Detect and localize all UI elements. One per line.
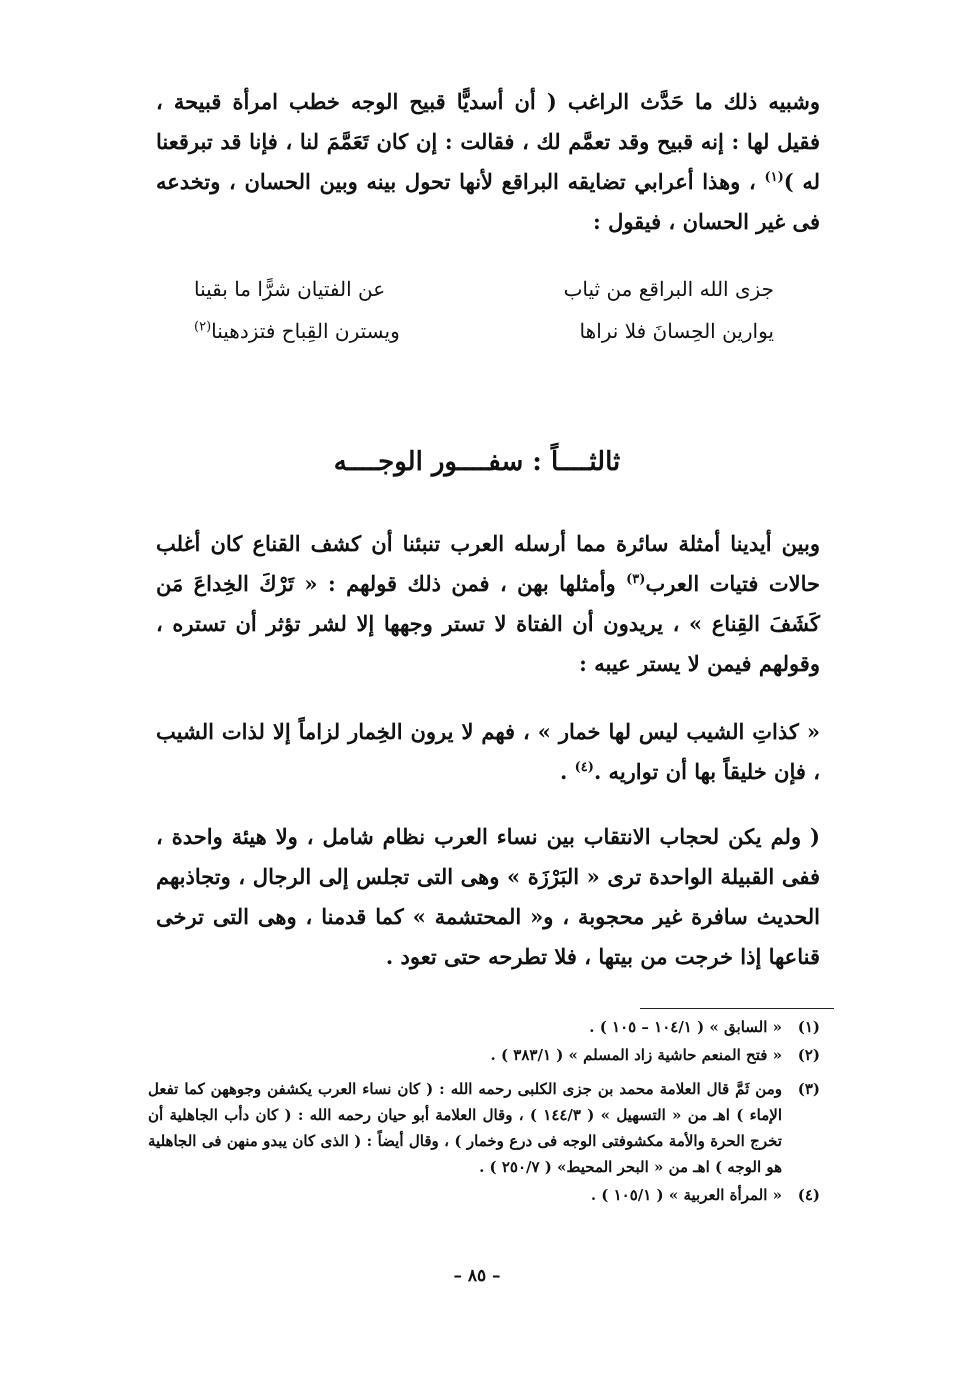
footnote-marker-3: (٣)	[626, 572, 646, 587]
footnote-4-number: (٤)	[797, 1186, 820, 1204]
poem-verse-2	[194, 310, 774, 352]
footnote-1-text: « السابق » ( ١٠٤/١ – ١٠٥ ) .	[589, 1018, 782, 1036]
footnote-1	[148, 1014, 820, 1040]
verse-1-first-hemistich: جزى الله البراقع من ثياب	[563, 277, 774, 301]
paragraph-2-text-a: وبين أيدينا أمثلة سائرة مما أرسله العرب تنبئنا أن كشف القناع كان أغلب حالات فتيات العرب	[156, 531, 821, 596]
verse-1-second-hemistich: عن الفتيان شرًّا ما بقينا	[194, 277, 386, 301]
footnote-3-number: (٣)	[797, 1080, 820, 1098]
verse-2-second-hemistich: ويسترن القِباح فتزدهينا	[211, 319, 400, 343]
paragraph-1	[156, 82, 820, 242]
footnote-marker-4: (٤)	[574, 760, 594, 775]
paragraph-2-text-b: وأمثلها بهن ، فمن ذلك قولهم : « تَرْكَ الخِداعَ مَن كَشَفَ القِناع » ، يريدون أن الفتاة لا تستر وجهها إلا لشر تؤثر أن تستره ، وقولهم فيمن لا يستر عيبه :	[156, 571, 820, 676]
footnote-3	[148, 1076, 820, 1180]
poem-verse-1	[194, 268, 774, 310]
verse-2-second-hemistich-wrap	[194, 310, 400, 352]
paragraph-3	[156, 712, 820, 792]
footnote-2	[148, 1042, 820, 1068]
footnote-4	[148, 1182, 820, 1208]
section-heading: ثالثــــاً : سفــــور الوجــــه	[333, 447, 621, 477]
poem	[194, 268, 774, 352]
paragraph-3-text-a: « كذاتِ الشيب ليس لها خمار » ، فهم لا يرون الخِمار لزاماً إلا لذات الشيب ، فإن خليقاً بها أن تواريه .	[156, 719, 820, 784]
footnote-divider	[640, 1008, 834, 1009]
footnote-2-text: « فتح المنعم حاشية زاد المسلم » ( ٣٨٣/١ ) .	[490, 1046, 782, 1064]
page-number: – ٨٥ –	[453, 1266, 501, 1286]
footnote-3-text: ومن ثَمَّ قال العلامة محمد بن جزى الكلبى رحمه الله : ( كان نساء العرب يكشفن وجوههن كما تفعل الإماء ) اهـ من « التسهيل » ( ١٤٤/٣ ) ، وقال العلامة أبو حيان رحمه الله : ( كان دأب الجاهلية أن تخرج الحرة والأمة مكشوفتى الوجه فى درع وخمار ) ، وقال أيضاً : ( الذى كان يبدو منهن فى الجاهلية هو الوجه ) اهـ من « البحر المحيط» ( ٢٥٠/٧ ) .	[148, 1080, 782, 1176]
paragraph-3-text-b: .	[560, 759, 568, 784]
footnote-4-text: « المرأة العربية » ( ١٠٥/١ ) .	[590, 1186, 782, 1204]
footnotes	[148, 1014, 820, 1210]
footnote-marker-1: (١)	[764, 170, 784, 185]
paragraph-4: ( ولم يكن لحجاب الانتقاب بين نساء العرب نظام شامل ، ولا هيئة واحدة ، ففى القبيلة الواحدة ترى « البَرْزَة » وهى التى تجلس إلى الرجال ، وتجاذبهم الحديث سافرة غير محجوبة ، و« المحتشمة » كما قدمنا ، وهى التى ترخى قناعها إذا خرجت من بيتها ، فلا تطرحه حتى تعود .	[156, 824, 820, 969]
paragraph-1-text-a: وشبيه ذلك ما حَدَّث الراغب ( أن أسديًّا قبيح الوجه خطب امرأة قبيحة ، فقيل لها : إنه قبيح وقد تعمَّم لك ، فقالت : إن كان تَعَمَّمَ لنا ، فإنا قد تبرقعنا له )	[156, 89, 821, 194]
paragraph-2	[156, 524, 820, 684]
verse-2-first-hemistich: يوارين الحِسانَ فلا نراها	[579, 319, 774, 343]
footnote-1-number: (١)	[797, 1018, 820, 1036]
footnote-marker-2: (٢)	[194, 319, 212, 335]
footnote-2-number: (٢)	[797, 1046, 820, 1064]
paragraph-1-text-b: ، وهذا أعرابي تضايقه البراقع لأنها تحول بينه وبين الحسان ، وتخدعه فى غير الحسان ، فيقول :	[156, 169, 820, 234]
